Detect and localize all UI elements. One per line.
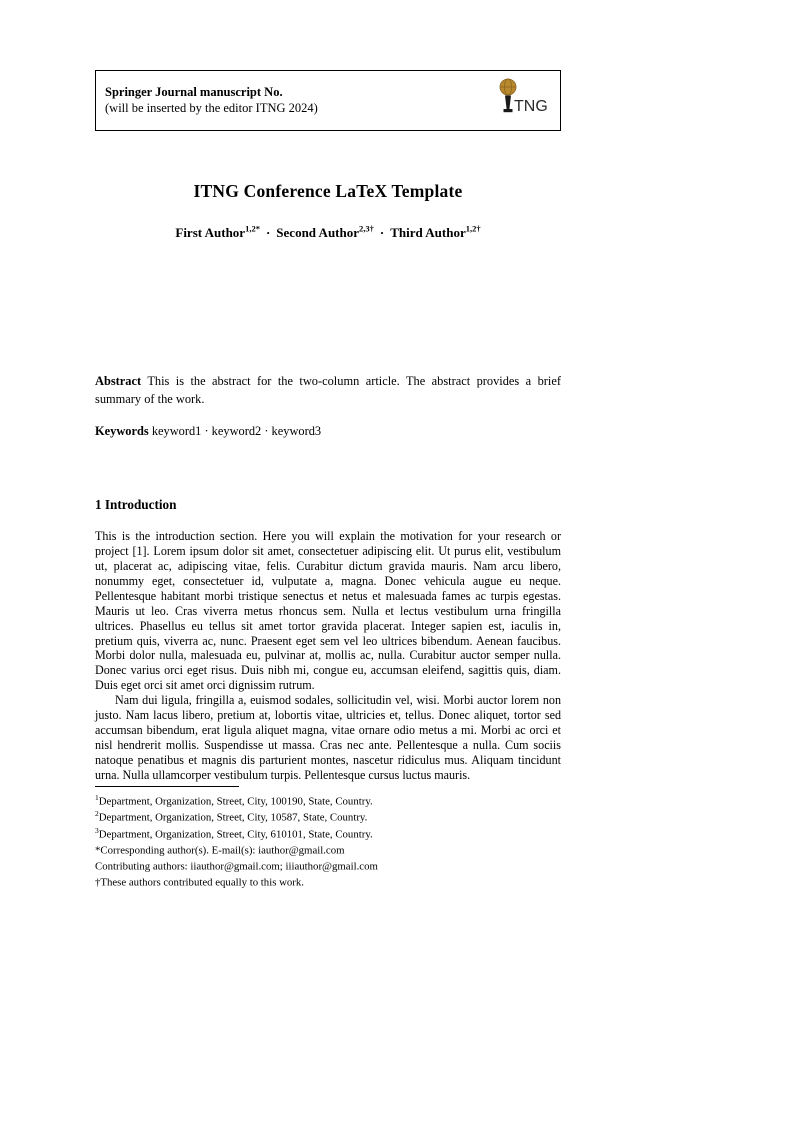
keywords-label: Keywords <box>95 424 149 439</box>
logo-stem <box>505 96 511 110</box>
author-separator: · <box>379 225 385 241</box>
footnote-text: Department, Organization, Street, City, 610101, State, Country. <box>98 828 373 841</box>
footnote-marker: 1 <box>95 793 99 802</box>
logo-text: TNG <box>514 98 548 115</box>
author-separator: · <box>265 225 271 241</box>
intro-paragraph-1: This is the introduction section. Here you will explain the motivation for your research or project [1]. Lorem ipsum dolor sit amet, consectetuer adipiscing elit. Ut purus elit, vestibulum ut, placerat ac, adipiscing vitae, felis. Curabitur dictum gravida mauris. Nam arcu libero, nonummy eget, consectetuer id, vulputate a, magna. Donec vehicula augue eu neque. Pellentesque habitant morbi tristique senectus et netus et malesuada fames ac turpis egestas. Mauris ut leo. Cras viverra metus rhoncus sem. Nulla et lectus vestibulum urna fringilla ultrices. Phasellus eu tellus sit amet tortor gravida placerat. Integer sapien est, iaculis in, pretium quis, viverra ac, nunc. Praesent eget sem vel leo ultrices bibendum. Aenean faucibus. Morbi dolor nulla, malesuada eu, pulvinar at, mollis ac, nulla. Curabitur auctor semper nulla. Donec varius orci eget risus. Duis nibh mi, congue eu, accumsan eleifend, sagittis quis, diam. Duis eget orci sit amet orci dignissim rutrum. <box>95 529 561 693</box>
footnote-text: Department, Organization, Street, City, 100190, State, Country. <box>98 795 373 808</box>
keywords-block <box>95 423 561 441</box>
abstract-text: This is the abstract for the two-column article. The abstract provides a brief summary of the work. <box>95 374 561 407</box>
manuscript-no-line: Springer Journal manuscript No. <box>105 84 283 99</box>
keywords-text: keyword1 · keyword2 · keyword3 <box>151 424 322 439</box>
footnote-affiliation-2 <box>95 808 561 824</box>
section-heading-introduction: 1 Introduction <box>95 497 177 513</box>
author-third-affiliations: 1,2† <box>465 223 481 234</box>
author-second-affiliations: 2,3† <box>359 223 374 234</box>
author-first <box>175 225 260 240</box>
logo-base <box>504 109 513 112</box>
editor-note-line: (will be inserted by the editor ITNG 2024) <box>105 101 318 116</box>
itng-logo <box>496 78 548 123</box>
author-second-name: Second Author <box>276 225 360 241</box>
abstract-block <box>95 373 561 409</box>
author-first-affiliations: 1,2* <box>245 223 260 234</box>
author-first-name: First Author <box>175 225 246 241</box>
footnote-text: *Corresponding author(s). E-mail(s): iauthor@gmail.com <box>95 844 345 857</box>
footnote-contributing-authors <box>95 857 561 873</box>
footnotes-block <box>95 786 561 890</box>
footnote-equal-contribution <box>95 873 561 889</box>
page-title: ITNG Conference LaTeX Template <box>193 180 463 201</box>
intro-paragraph-2: Nam dui ligula, fringilla a, euismod sodales, sollicitudin vel, wisi. Morbi auctor lorem non justo. Nam lacus libero, pretium at, lobortis vitae, ultricies et, tellus. Donec aliquet, tortor sed accumsan bibendum, erat ligula aliquet magna, vitae ornare odio metus a mi. Morbi ac orci et nisl hendrerit mollis. Suspendisse ut massa. Cras nec ante. Pellentesque a nulla. Cum sociis natoque penatibus et magnis dis parturient montes, nascetur ridiculus mus. Aliquam tincidunt urna. Nulla ullamcorper vestibulum turpis. Pellentesque cursus luctus mauris. <box>95 693 561 782</box>
manuscript-header-box <box>95 70 561 131</box>
manuscript-header-text <box>105 84 318 118</box>
page-content <box>95 70 561 783</box>
abstract-label: Abstract <box>95 374 142 389</box>
itng-logo-icon <box>496 78 548 118</box>
footnote-text: Contributing authors: iiauthor@gmail.com; iiiauthor@gmail.com <box>95 860 378 873</box>
footnote-affiliation-3 <box>95 825 561 841</box>
footnote-text: †These authors contributed equally to this work. <box>95 877 304 890</box>
author-third <box>390 225 480 240</box>
author-list <box>95 224 561 241</box>
footnote-marker: 2 <box>95 809 99 819</box>
footnote-rule <box>95 786 239 787</box>
footnote-affiliation-1 <box>95 792 561 808</box>
author-second <box>276 225 374 240</box>
footnote-marker: 3 <box>95 825 99 835</box>
footnote-text: Department, Organization, Street, City, 10587, State, Country. <box>98 811 368 824</box>
footnote-corresponding-author <box>95 841 561 857</box>
author-third-name: Third Author <box>390 225 466 241</box>
